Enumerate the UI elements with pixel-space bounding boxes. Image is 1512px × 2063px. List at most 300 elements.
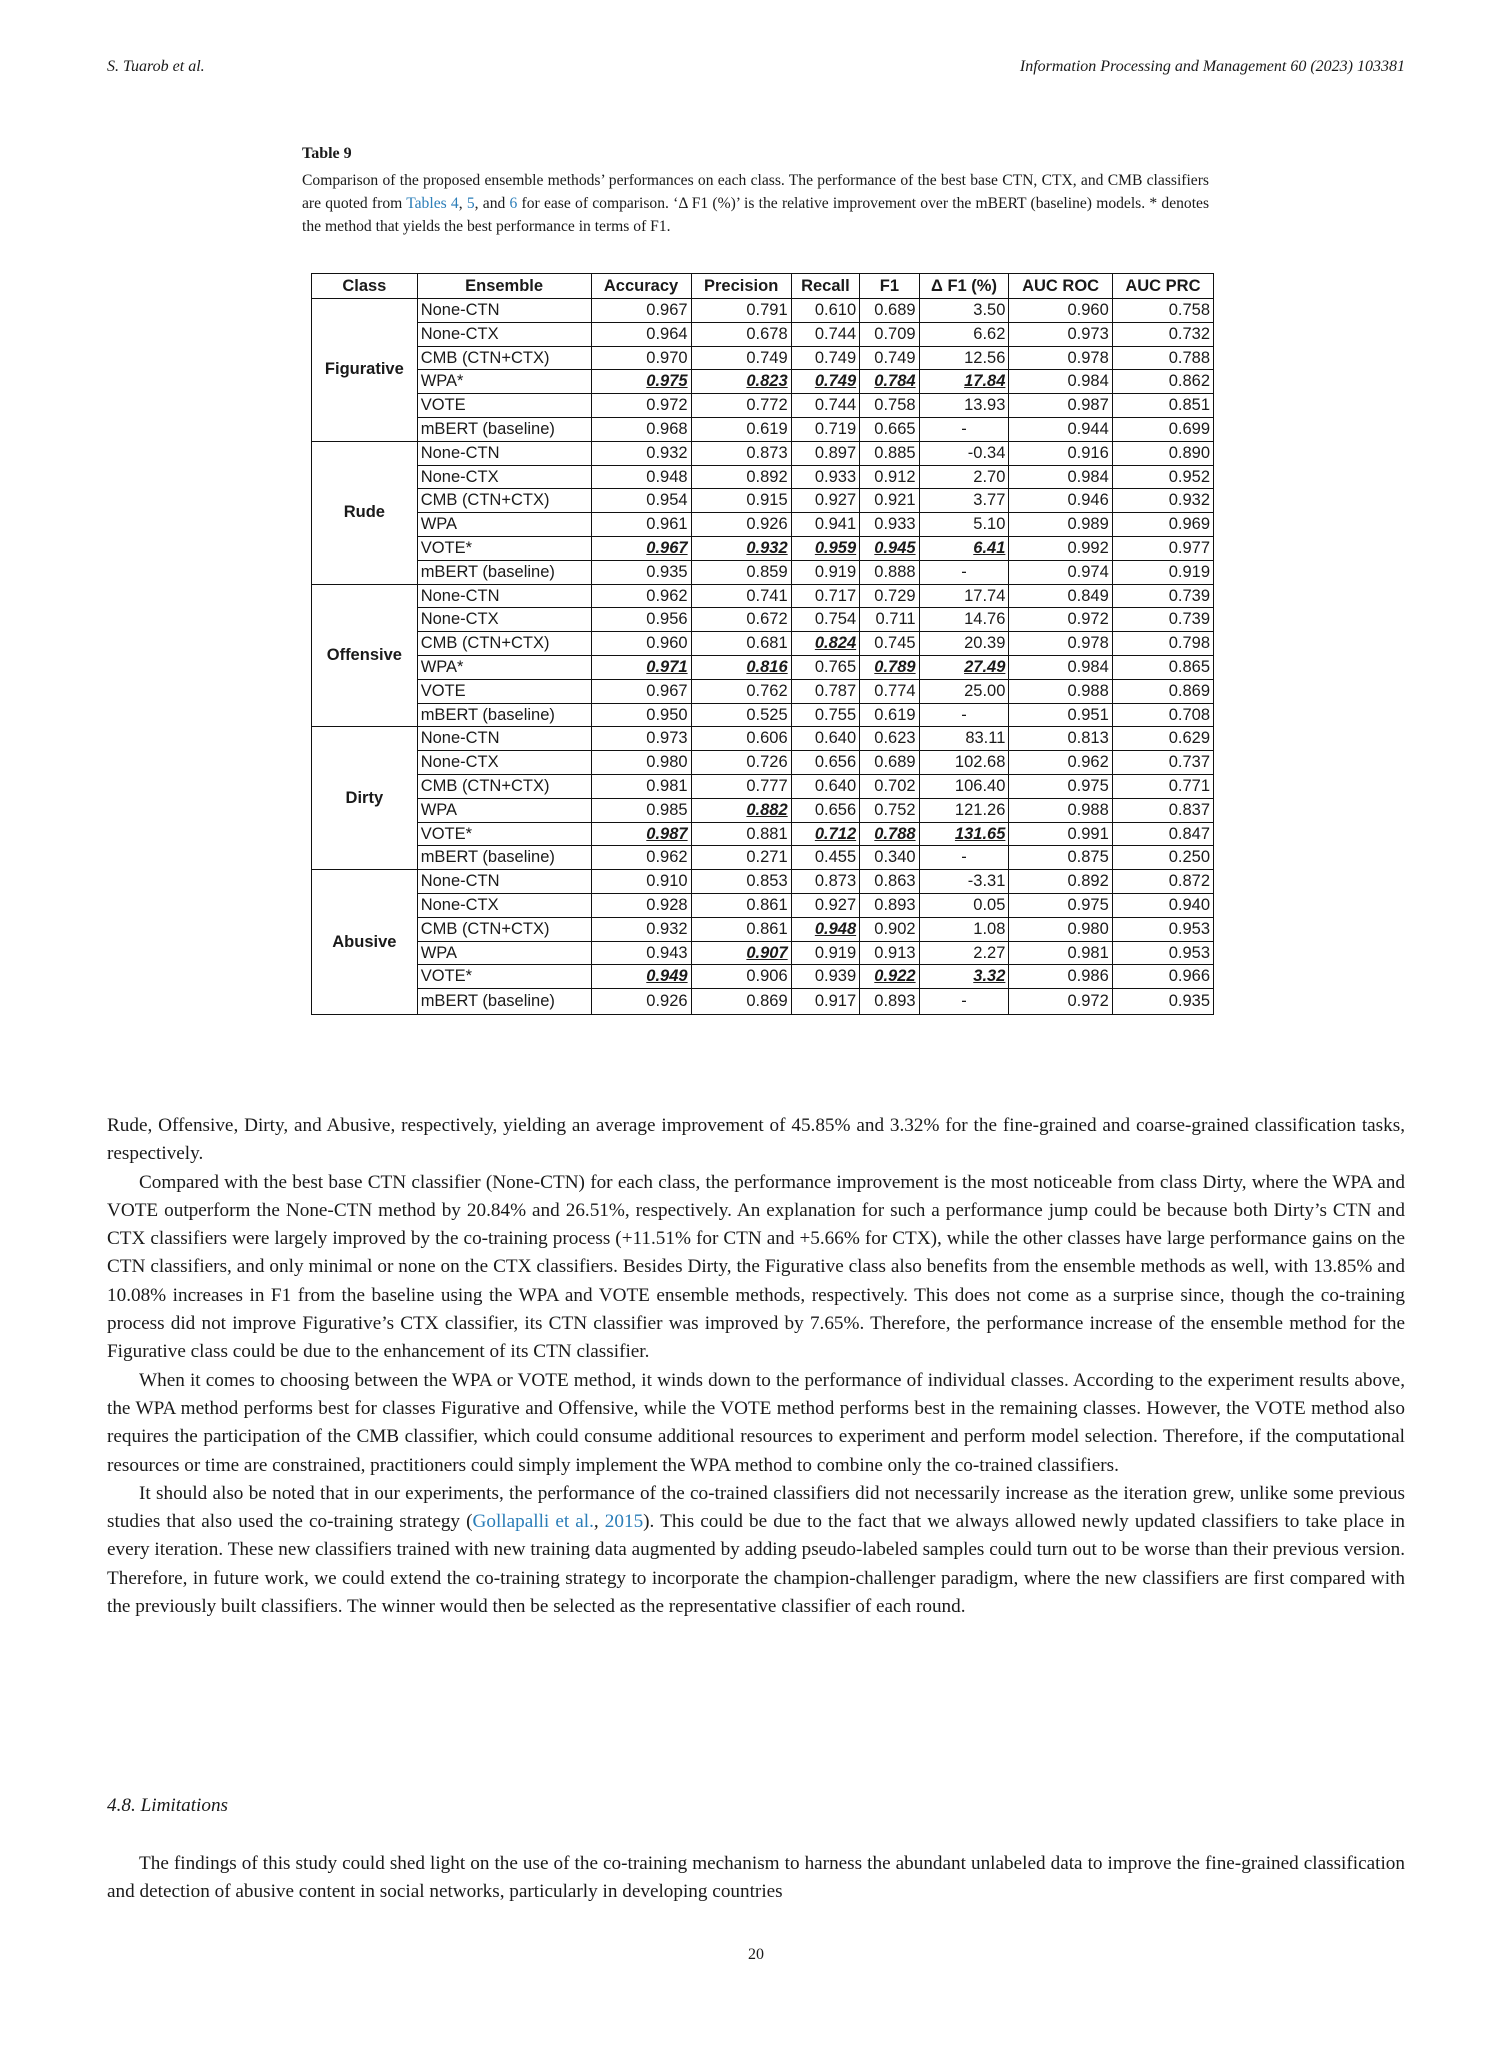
table-row [312,608,1214,632]
value-cell [1009,774,1112,798]
value-cell [919,560,1009,584]
value-cell [1112,513,1213,537]
value-cell [691,965,791,989]
value-cell [791,465,859,489]
value-text: 0.749 [814,372,857,391]
value-text: 0.623 [874,729,916,748]
ensemble-cell: None-CTX [417,751,591,775]
table-row [312,679,1214,703]
table-row [312,846,1214,870]
value-text: 0.758 [874,396,916,415]
value-text: 0.798 [1168,634,1210,653]
header-authors: S. Tuarob et al. [107,58,205,75]
value-text: 0.987 [1067,396,1109,415]
value-cell [791,299,859,323]
value-text: 2.27 [973,943,1006,962]
value-cell [591,584,691,608]
value-text: 0.859 [746,562,788,581]
value-cell [1009,322,1112,346]
value-text: 0.717 [814,586,857,605]
value-text: 0.984 [1067,657,1109,676]
value-text: 0.749 [814,348,857,367]
table-row [312,584,1214,608]
value-text: 0.681 [746,634,788,653]
value-text: 0.988 [1067,800,1109,819]
value-cell [919,679,1009,703]
value-cell [860,893,919,917]
table-body [312,299,1214,1015]
table-row [312,489,1214,513]
value-text: 0.777 [746,776,788,795]
value-cell [919,751,1009,775]
ensemble-cell: VOTE* [417,965,591,989]
value-cell [1009,893,1112,917]
value-cell [860,679,919,703]
value-cell [1112,417,1213,441]
value-text: 3.32 [973,967,1006,986]
citation-link[interactable]: Gollapalli et al. [472,1511,594,1533]
value-cell [791,727,859,751]
value-cell [791,608,859,632]
caption-link-table6[interactable]: 6 [509,195,518,212]
value-cell [860,846,919,870]
value-cell [1112,655,1213,679]
paragraph-text: ). This could be due to the fact that we always allowed newly updated classifiers to take place in every iteration. These new classifiers trained with new training data augmented by adding pseudo-labeled samples could turn out to be worse than their previous version. Therefore, in future work, we could extend the co-training strategy to incorporate the champion-challenger paradigm, where the new classifiers are first compared with the previously built classifiers. The winner would then be selected as the representative classifier of each round. [107,1511,1406,1618]
value-text: 0.865 [1168,657,1210,676]
column-header: Accuracy [591,274,691,299]
ensemble-cell: VOTE* [417,822,591,846]
value-text: 0.640 [814,776,857,795]
value-cell [791,322,859,346]
value-cell [919,536,1009,560]
value-cell [791,846,859,870]
value-text: 27.49 [964,657,1006,676]
value-cell [919,727,1009,751]
ensemble-cell: None-CTN [417,299,591,323]
value-cell [860,751,919,775]
value-cell [919,989,1009,1015]
value-cell [791,513,859,537]
class-cell: Dirty [312,727,418,870]
value-text: 0.981 [1067,943,1109,962]
value-text: 0.849 [1067,586,1109,605]
table-row [312,727,1214,751]
value-text: 0.816 [746,657,788,676]
value-text: 0.892 [746,467,788,486]
value-text: 0.935 [1168,992,1210,1011]
value-text: 0.944 [1067,419,1109,438]
value-text: 0.991 [1067,824,1109,843]
value-cell [919,394,1009,418]
body-text [107,1112,1405,1621]
value-text: 0.960 [1067,301,1109,319]
value-cell [860,632,919,656]
value-cell [1112,560,1213,584]
table-row [312,632,1214,656]
value-text: 0.919 [1168,562,1210,581]
value-text: - [961,848,967,867]
value-cell [791,584,859,608]
value-text: 0.754 [814,610,857,629]
value-cell [591,299,691,323]
value-text: 0.890 [1168,443,1210,462]
ensemble-cell: None-CTX [417,465,591,489]
value-cell [691,941,791,965]
value-text: 0.745 [874,634,916,653]
value-cell [791,346,859,370]
table-header-row [312,274,1214,299]
value-text: 0.967 [646,681,688,700]
value-text: 0.712 [814,824,857,843]
column-header: AUC PRC [1112,274,1213,299]
value-text: 0.935 [646,562,688,581]
paragraph-text: , [593,1511,605,1533]
value-cell [860,941,919,965]
value-cell [860,774,919,798]
value-text: 102.68 [954,753,1006,772]
value-text: 0.981 [646,776,688,795]
citation-year-link[interactable]: 2015 [604,1511,644,1533]
value-cell [1112,751,1213,775]
value-text: 0.919 [814,562,857,581]
column-header: Ensemble [417,274,591,299]
value-text: 14.76 [964,610,1006,629]
value-cell [1112,346,1213,370]
value-text: 0.906 [746,967,788,986]
table-row [312,774,1214,798]
value-cell [1009,846,1112,870]
value-cell [1009,870,1112,894]
value-cell [591,751,691,775]
table-row [312,560,1214,584]
value-text: 0.888 [874,562,916,581]
value-text: 12.56 [964,348,1006,367]
column-header: Class [312,274,418,299]
ensemble-cell: CMB (CTN+CTX) [417,489,591,513]
table-row [312,989,1214,1015]
value-cell [691,870,791,894]
value-text: 0.744 [814,324,857,343]
ensemble-cell: VOTE [417,394,591,418]
value-text: 0.943 [646,943,688,962]
limitations-paragraph: The findings of this study could shed light on the use of the co-training mechanism to harness the abundant unlabeled data to improve the fine-grained classification and detection of abusive content in social networks, particularly in developing countries [107,1853,1405,1903]
value-text: 0.919 [814,943,857,962]
value-text: 0.939 [814,967,857,986]
value-text: 0.970 [646,348,688,367]
value-cell [591,965,691,989]
value-cell [860,655,919,679]
value-cell [1009,989,1112,1015]
table-row [312,536,1214,560]
value-text: 0.640 [814,729,857,748]
value-cell [691,322,791,346]
value-cell [691,370,791,394]
value-cell [1009,632,1112,656]
value-text: 0.967 [646,301,688,319]
value-cell [1009,751,1112,775]
value-text: 0.992 [1067,538,1109,557]
table-caption-block [302,145,1209,238]
value-text: 0.851 [1168,396,1210,415]
value-text: 3.50 [973,301,1006,319]
value-cell [591,608,691,632]
value-text: 0.932 [646,919,688,938]
value-cell [860,560,919,584]
value-cell [860,608,919,632]
value-text: 0.917 [814,992,857,1011]
ensemble-cell: mBERT (baseline) [417,417,591,441]
value-cell [1009,489,1112,513]
value-cell [1112,965,1213,989]
value-cell [1009,417,1112,441]
value-text: 0.968 [646,419,688,438]
value-text: 0.791 [746,301,788,319]
value-cell [591,655,691,679]
value-cell [1112,441,1213,465]
value-cell [860,346,919,370]
caption-link-table5[interactable]: 5 [466,195,475,212]
value-text: 0.861 [746,919,788,938]
value-text: 0.977 [1168,538,1210,557]
value-text: 83.11 [965,729,1006,748]
value-text: 0.882 [746,800,788,819]
table-row [312,870,1214,894]
value-text: 0.873 [814,872,857,891]
value-text: 0.784 [874,372,916,391]
value-cell [860,322,919,346]
value-text: 2.70 [973,467,1006,486]
table-row [312,394,1214,418]
ensemble-cell: VOTE [417,679,591,703]
ensemble-cell: None-CTX [417,322,591,346]
value-text: 0.988 [1067,681,1109,700]
value-text: 0.933 [814,467,857,486]
value-text: 0.629 [1168,729,1210,748]
value-cell [1009,941,1112,965]
table-row [312,465,1214,489]
value-text: 0.951 [1067,705,1109,724]
value-cell [591,989,691,1015]
value-cell [591,798,691,822]
table-row [312,822,1214,846]
ensemble-cell: CMB (CTN+CTX) [417,774,591,798]
value-text: 0.972 [1067,610,1109,629]
value-cell [1112,893,1213,917]
value-text: 0.945 [874,538,916,557]
value-text: 0.892 [1067,872,1109,891]
value-text: 0.869 [746,992,788,1011]
value-cell [1009,441,1112,465]
value-cell [860,727,919,751]
value-text: 0.610 [814,301,857,319]
value-text: 0.974 [1067,562,1109,581]
value-text: 0.689 [874,753,916,772]
value-cell [691,536,791,560]
value-text: 0.672 [746,610,788,629]
value-cell [591,322,691,346]
value-text: 0.862 [1168,372,1210,391]
value-text: 0.922 [874,967,916,986]
value-cell [919,417,1009,441]
value-cell [791,536,859,560]
value-cell [791,441,859,465]
value-text: 0.709 [874,324,916,343]
value-cell [1009,822,1112,846]
value-text: 0.749 [874,348,916,367]
value-cell [691,751,791,775]
class-cell: Abusive [312,870,418,1015]
value-cell [591,870,691,894]
ensemble-cell: WPA* [417,655,591,679]
value-text: 0.340 [874,848,916,867]
value-text: 0.739 [1168,586,1210,605]
value-cell [691,822,791,846]
value-cell [1009,679,1112,703]
value-cell [1112,584,1213,608]
ensemble-cell: None-CTX [417,893,591,917]
value-text: 0.913 [874,943,916,962]
table-row [312,703,1214,727]
value-text: 0.455 [814,848,857,867]
ensemble-cell: CMB (CTN+CTX) [417,346,591,370]
value-text: 0.941 [814,515,857,534]
value-cell [791,822,859,846]
value-text: 0.966 [1168,967,1210,986]
ensemble-cell: mBERT (baseline) [417,846,591,870]
table-row [312,370,1214,394]
value-text: 0.732 [1168,324,1210,343]
value-cell [919,774,1009,798]
value-cell [591,917,691,941]
value-text: 0.885 [874,443,916,462]
value-text: 0.787 [814,681,857,700]
table-row [312,893,1214,917]
value-cell [791,917,859,941]
value-cell [691,441,791,465]
value-cell [919,917,1009,941]
value-cell [860,822,919,846]
ensemble-cell: mBERT (baseline) [417,703,591,727]
ensemble-cell: VOTE* [417,536,591,560]
value-text: 0.916 [1067,443,1109,462]
value-cell [1009,560,1112,584]
value-cell [1112,679,1213,703]
value-cell [591,441,691,465]
value-cell [1009,346,1112,370]
value-text: 106.40 [954,776,1006,795]
value-cell [791,703,859,727]
table-row [312,917,1214,941]
paragraph-text: It should also be noted that in our experiments, the performance of the co-trained classifiers did not necessarily increase as the iteration grew, unlike some previous studies that also used the co-training strategy ( [107,1482,1405,1533]
value-text: 0.932 [646,443,688,462]
ensemble-cell: CMB (CTN+CTX) [417,632,591,656]
value-text: 0.893 [874,992,916,1011]
value-cell [691,417,791,441]
value-text: 0.847 [1168,824,1210,843]
value-text: 0.915 [746,491,788,510]
table-row [312,322,1214,346]
value-text: - [961,419,967,438]
value-text: 0.771 [1168,776,1210,795]
value-cell [1112,489,1213,513]
value-cell [1009,655,1112,679]
value-cell [860,513,919,537]
value-text: 0.606 [746,729,788,748]
value-cell [919,489,1009,513]
ensemble-cell: None-CTN [417,727,591,751]
value-cell [591,370,691,394]
value-cell [591,394,691,418]
running-header [107,58,1405,84]
table-row [312,346,1214,370]
value-cell [591,417,691,441]
value-text: 0.967 [646,538,688,557]
value-text: 0.907 [746,943,788,962]
value-cell [1009,536,1112,560]
value-cell [791,774,859,798]
table-row [312,513,1214,537]
value-text: 0.250 [1168,848,1210,867]
value-text: 0.926 [746,515,788,534]
value-cell [1112,322,1213,346]
value-cell [691,703,791,727]
value-text: - [961,705,967,724]
paragraph: Compared with the best base CTN classifier (None-CTN) for each class, the performance improvement is the most noticeable from class Dirty, where the WPA and VOTE outperform the None-CTN method by 20.84% and 26.51%, respectively. An explanation for such a performance jump could be because both Dirty’s CTN and CTX classifiers were largely improved by the co-training process (+11.51% for CTN and +5.66% for CTX), while the other classes have large performance gains on the CTN classifiers, and only minimal or none on the CTX classifiers. Besides Dirty, the Figurative class also benefits from the ensemble methods as well, with 13.85% and 10.08% increases in F1 from the baseline using the WPA and VOTE ensemble methods, respectively. This does not come as a surprise since, though the co-training process did not improve Figurative’s CTX classifier, its CTN classifier was improved by 7.65%. Therefore, the performance increase of the ensemble method for the Figurative class could be due to the enhancement of its CTN classifier. [107,1171,1405,1363]
value-cell [1112,536,1213,560]
caption-link-table4[interactable]: Tables 4 [406,195,459,212]
value-cell [919,822,1009,846]
value-cell [1112,941,1213,965]
value-text: 0.912 [874,467,916,486]
value-text: 0.989 [1067,515,1109,534]
value-text: 0.708 [1168,705,1210,724]
value-cell [1009,370,1112,394]
value-text: - [961,562,967,581]
value-cell [919,798,1009,822]
value-cell [691,727,791,751]
value-cell [691,394,791,418]
column-header: F1 [860,274,919,299]
table-row [312,299,1214,323]
value-cell [791,489,859,513]
value-cell [691,774,791,798]
value-cell [919,299,1009,323]
value-text: 3.77 [973,491,1006,510]
value-text: -0.34 [967,443,1006,462]
value-text: - [961,992,967,1011]
value-text: 0.973 [646,729,688,748]
value-cell [919,370,1009,394]
column-header: AUC ROC [1009,274,1112,299]
table-row [312,751,1214,775]
value-text: 0.975 [646,372,688,391]
header-journal: Information Processing and Management 60 (2023) 103381 [1019,58,1405,75]
value-cell [591,893,691,917]
table-row [312,655,1214,679]
value-text: 5.10 [973,515,1006,534]
value-cell [919,893,1009,917]
value-cell [919,346,1009,370]
value-cell [860,917,919,941]
table-row [312,417,1214,441]
value-text: 0.711 [875,610,916,629]
value-cell [860,989,919,1015]
value-text: 0.932 [746,538,788,557]
ensemble-cell: WPA* [417,370,591,394]
value-cell [791,679,859,703]
class-cell: Figurative [312,299,418,442]
value-text: 0.952 [1168,467,1210,486]
